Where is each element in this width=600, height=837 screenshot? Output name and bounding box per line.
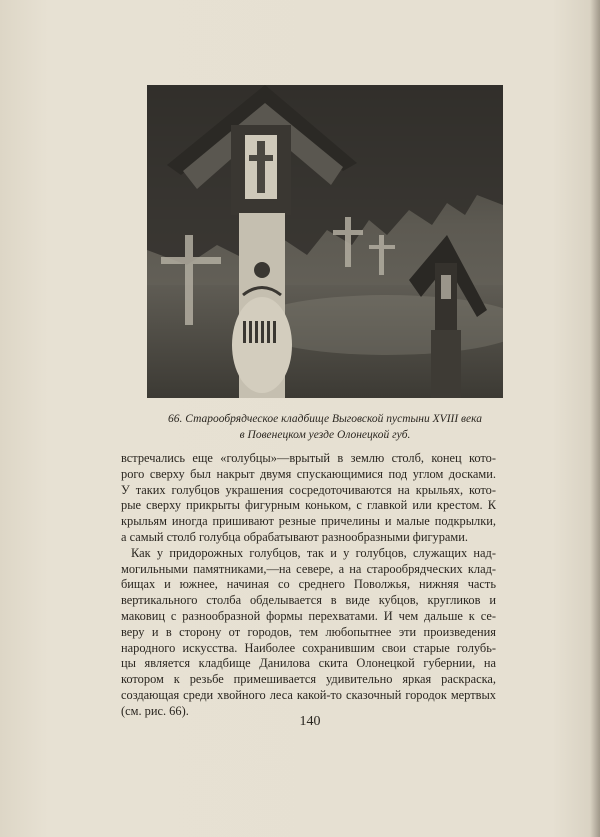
text-line: вертикального столба обделывается в виде кубцов, кругликов и bbox=[121, 593, 496, 608]
text-line: рого сверху был накрыт двумя спускающимися под углом досками. bbox=[121, 466, 496, 481]
page-number: 140 bbox=[299, 714, 321, 729]
text-line: веру и в сторону от городов, тем любопытнее эти произведения bbox=[121, 624, 496, 639]
text-line: цы является кладбище Данилова скита Олонецкой губернии, на bbox=[121, 656, 496, 671]
caption-line-1: 66. Старообрядческое кладбище Выговской пустыни XVIII века bbox=[168, 413, 482, 425]
text-line: котором к резьбе примешивается удивительно яркая раскраска, bbox=[121, 672, 496, 687]
text-line: встречались еще «голубцы»—врытый в землю столб, конец кото- bbox=[121, 451, 496, 465]
text-line: У таких голубцов украшения сосредоточиваются на крыльях, кото- bbox=[121, 482, 496, 497]
text-line: рые сверху прикрыты фигурным коньком, с главкой или крестом. К bbox=[121, 498, 496, 513]
text-line: Как у придорожных голубцов, так и у голубцов, служащих над- bbox=[131, 545, 496, 560]
text-line: а самый столб голубца обрабатывают разнообразными фигурами. bbox=[121, 529, 469, 544]
text-line: народного искусства. Наиболее сохранившим свои старые голубь- bbox=[121, 640, 496, 655]
body-text bbox=[121, 451, 496, 720]
paragraph-2 bbox=[121, 546, 496, 720]
figure-caption bbox=[130, 411, 520, 443]
caption-line-2: в Повенецком уезде Олонецкой губ. bbox=[239, 429, 411, 441]
text-line: бищах и южнее, начиная со среднего Поволжья, нижняя часть bbox=[121, 577, 496, 592]
text-line: могильными памятниками,—на севере, а на старообрядческих клад- bbox=[121, 561, 496, 576]
text-line: маковиц с разнообразной формы перехватами. И чем дальше к се- bbox=[121, 608, 496, 623]
text-line: создающая среди хвойного леса какой-то сказочный городок мертвых bbox=[121, 687, 496, 702]
page-edge-shadow bbox=[590, 0, 600, 837]
text-line: (см. рис. 66). bbox=[121, 703, 189, 718]
text-line: крыльям иногда пришивают резные причелины и малые подкрылки, bbox=[121, 514, 496, 529]
figure-photo bbox=[147, 85, 503, 398]
cemetery-photo-illustration bbox=[147, 85, 503, 398]
paragraph-1 bbox=[121, 451, 496, 546]
